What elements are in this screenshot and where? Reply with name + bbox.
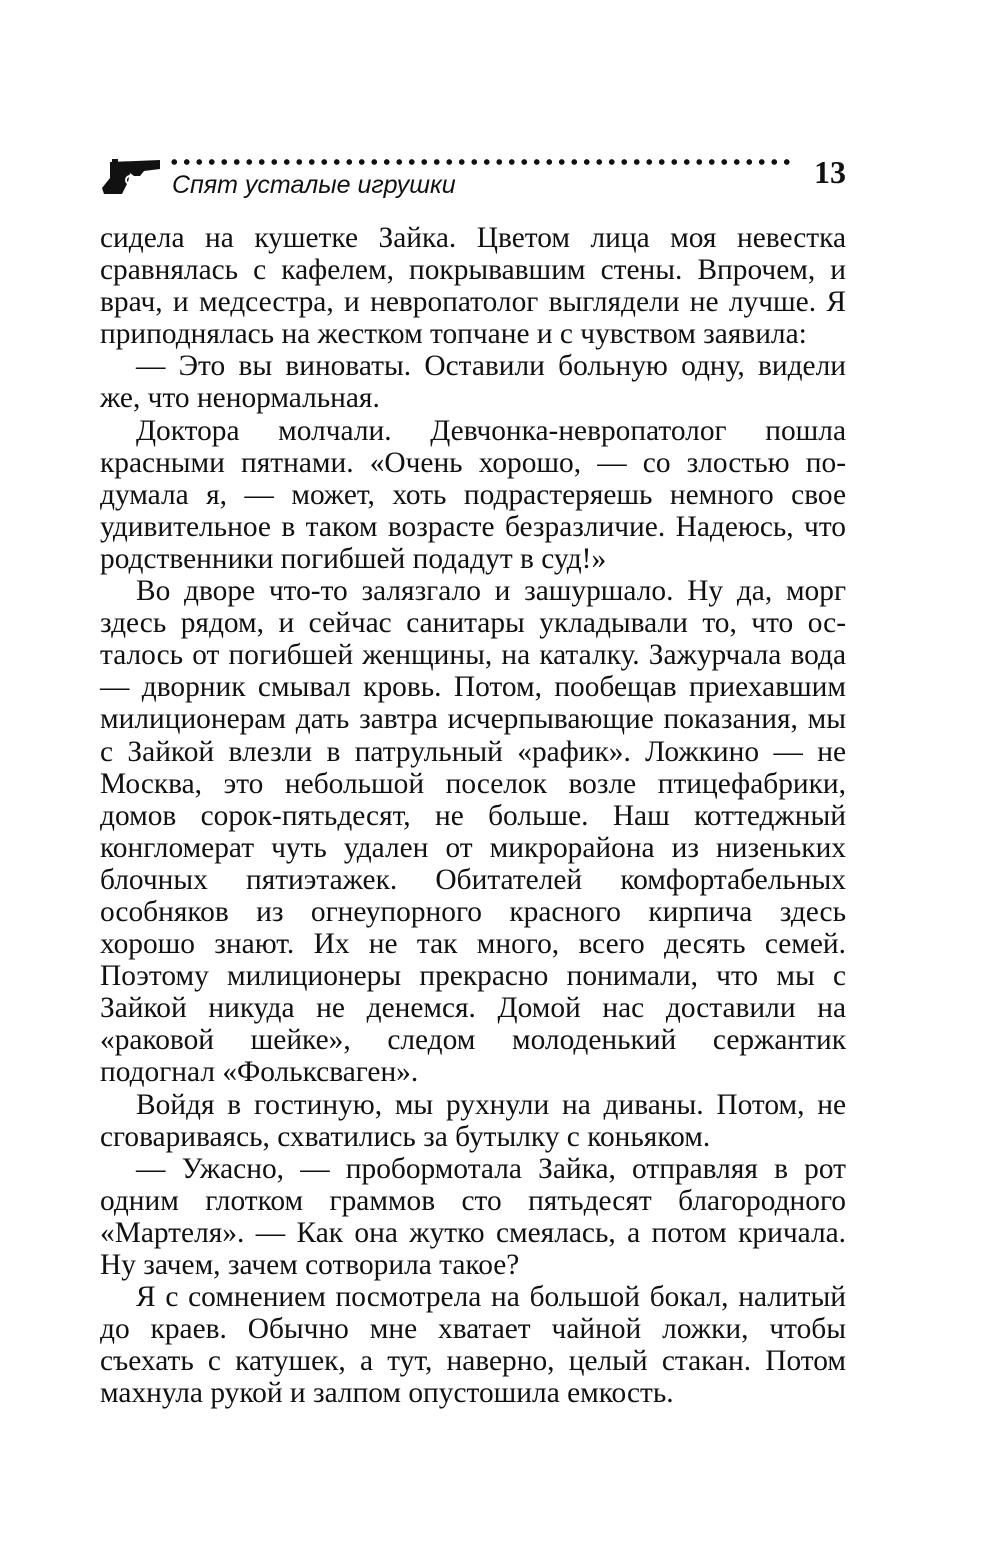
paragraph: Доктора молчали. Девчонка-невропатолог пошла красными пятнами. «Очень хорошо, — со злостью подумала я, — может, хоть подрастеряешь немного свое удивительное в таком возрасте безразличие. Надеюсь, что родственники погибшей подадут в суд!» [100, 414, 846, 575]
paragraph: Войдя в гостиную, мы рухнули на диваны. Потом, не сговариваясь, схватились за бутылку с коньяком. [100, 1088, 846, 1153]
paragraph: — Ужасно, — пробормотала Зайка, отправляя в рот одним глотком граммов сто пятьдесят благородного «Мартеля». — Как она жутко смеялась, а потом кричала. Ну зачем, зачем сотворила такое? [100, 1152, 846, 1281]
paragraph: — Это вы виноваты. Оставили больную одну, видели же, что ненормальная. [100, 350, 846, 415]
paragraph: Я с сомнением посмотрела на большой бокал, налитый до краев. Обычно мне хватает чайной ложки, чтобы съехать с катушек, а тут, наверно, целый стакан. Потом махнула рукой и залпом опустошила емкость. [100, 1281, 846, 1410]
body-text [100, 222, 846, 1409]
page-number: 13 [814, 154, 846, 190]
revolver-icon [100, 156, 162, 196]
dotted-rule [168, 158, 794, 166]
paragraph: сидела на кушетке Зайка. Цветом лица моя невестка сравнялась с кафелем, покрывавшим стены. Впрочем, и врач, и медсестра, и невропатолог выглядели не лучше. Я приподнялась на жестком топчане и с чувством заявила: [100, 222, 846, 351]
running-title: Спят усталые игрушки [172, 171, 456, 199]
running-header [100, 150, 848, 206]
paragraph: Во дворе что-то залязгало и зашуршало. Ну да, морг здесь рядом, и сейчас санитары укладывали то, что осталось от погибшей женщины, на каталку. Зажурчала вода — дворник смывал кровь. Потом, пообещав приехавшим милиционерам дать завтра исчерпывающие показания, мы с Зайкой влезли в патрульный «рафик». Ложкино — не Москва, это небольшой поселок возле птицефабрики, домов сорок-пятьдесят, не больше. Наш коттеджный конгломерат чуть удален от микрорайона из низеньких блочных пятиэтажек. Обитателей комфортабельных особняков из огнеупорного красного кирпича здесь хорошо знают. Их не так много, всего десять семей. Поэтому милиционеры прекрасно понимали, что мы с Зайкой никуда не денемся. Домой нас доставили на «раковой шейке», следом молоденький сержантик подогнал «Фольксваген». [100, 575, 846, 1089]
